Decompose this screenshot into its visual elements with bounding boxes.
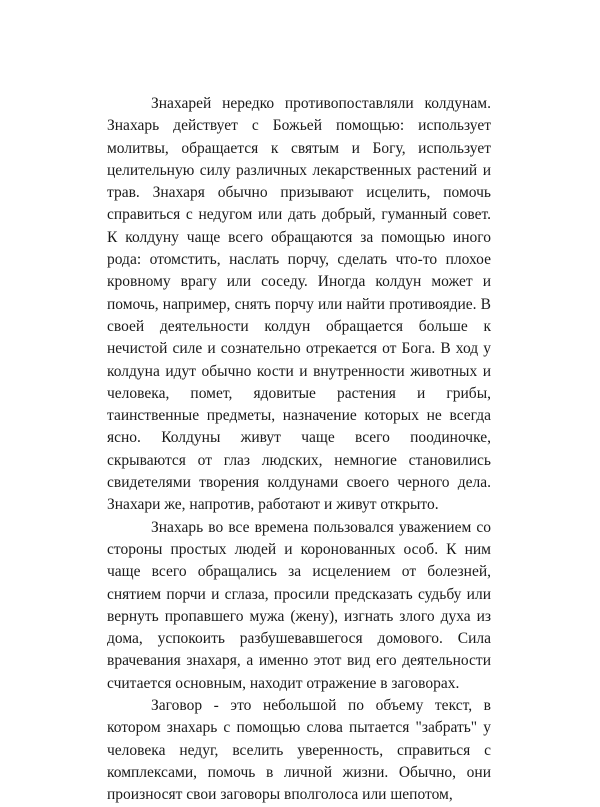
body-text	[107, 93, 491, 807]
paragraph-healer-respect: Знахарь во все времена пользовался уважением со стороны простых людей и коронованных особ. К ним чаще всего обращались за исцелением от болезней, снятием порчи и сглаза, просили предсказать судьбу или вернуть пропавшего мужа (жену), изгнать злого духа из дома, успокоить разбушевавшегося домового. Сила врачевания знахаря, а именно этот вид его деятельности считается основным, находит отражение в заговорах.	[107, 518, 491, 692]
paragraph-healers-vs-sorcerers: Знахарей нередко противопоставляли колдунам. Знахарь действует с Божьей помощью: использует молитвы, обращается к святым и Богу, использует целительную силу различных лекарственных растений и трав. Знахаря обычно призывают исцелить, помочь справиться с недугом или дать добрый, гуманный совет. К колдуну чаще всего обращаются за помощью иного рода: отомстить, наслать порчу, сделать что-то плохое кровному врагу или соседу. Иногда колдун может и помочь, например, снять порчу или найти противоядие. В своей деятельности колдун обращается больше к нечистой силе и сознательно отрекается от Бога. В ход у колдуна идут обычно кости и внутренности животных и человека, помет, ядовитые растения и грибы, таинственные предметы, назначение которых не всегда ясно. Колдуны живут чаще всего поодиночке, скрываются от глаз людских, немногие становились свидетелями творения колдунами своего черного дела. Знахари же, напротив, работают и живут открыто.	[107, 95, 491, 514]
paragraph-spell-definition: Заговор - это небольшой по объему текст, в котором знахарь с помощью слова пытается "забрать" у человека недуг, вселить уверенность, справиться с комплексами, помочь в личной жизни. Обычно, они произносят свои заговоры вполголоса или шепотом,	[107, 697, 491, 804]
